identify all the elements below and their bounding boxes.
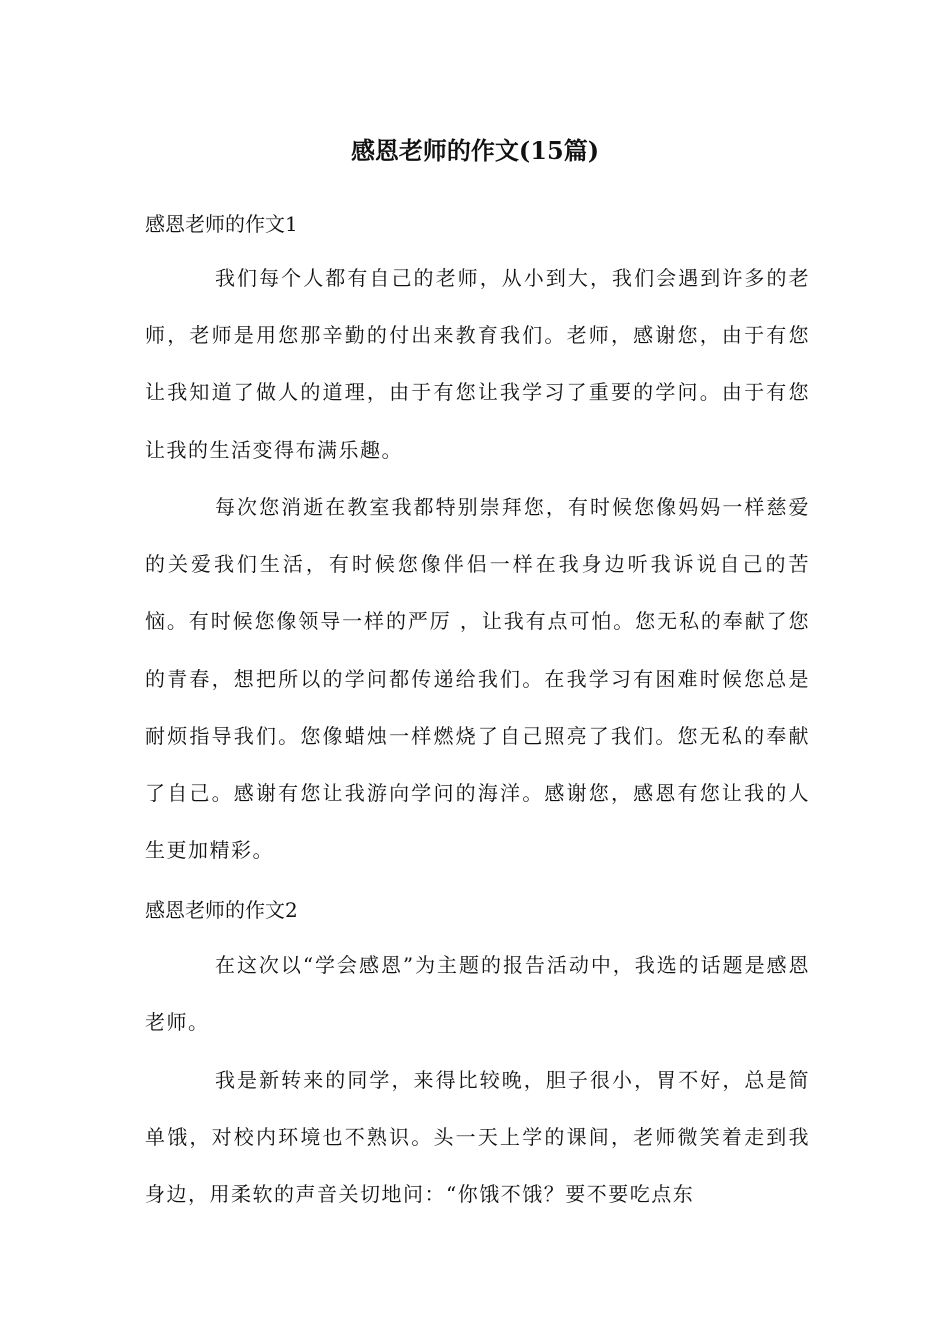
document-title: 感恩老师的作文(15篇) <box>350 136 600 165</box>
section-heading-2: 感恩老师的作文2 <box>145 898 298 922</box>
paragraph-2-2: 我是新转来的同学，来得比较晚，胆子很小，胃不好，总是简单饿，对校内环境也不熟识。头一天上学的课间，老师微笑着走到我身边，用柔软的声音关切地问：“你饿不饿？要不要吃点东 <box>145 1068 810 1207</box>
paragraph-2-1: 在这次以“学会感恩”为主题的报告活动中，我选的话题是感恩老师。 <box>145 953 810 1035</box>
paragraph-1-1: 我们每个人都有自己的老师，从小到大，我们会遇到许多的老师，老师是用您那辛勤的付出来教育我们。老师，感谢您，由于有您让我知道了做人的道理，由于有您让我学习了重要的学问。由于有您让我的生活变得布满乐趣。 <box>145 266 810 462</box>
section-heading-1: 感恩老师的作文1 <box>145 212 298 236</box>
paragraph-1-2: 每次您消逝在教室我都特别崇拜您，有时候您像妈妈一样慈爱的关爱我们生活，有时候您像伴侣一样在我身边听我诉说自己的苦恼。有时候您像领导一样的严厉 ，让我有点可怕。您无私的奉献了您的青春，想把所以的学问都传递给我们。在我学习有困难时候您总是耐烦指导我们。您像蜡烛一样燃烧了自己照亮了我们。您无私的奉献了自己。感谢有您让我游向学问的海洋。感谢您，感恩有您让我的人生更加精彩。 <box>145 495 810 863</box>
